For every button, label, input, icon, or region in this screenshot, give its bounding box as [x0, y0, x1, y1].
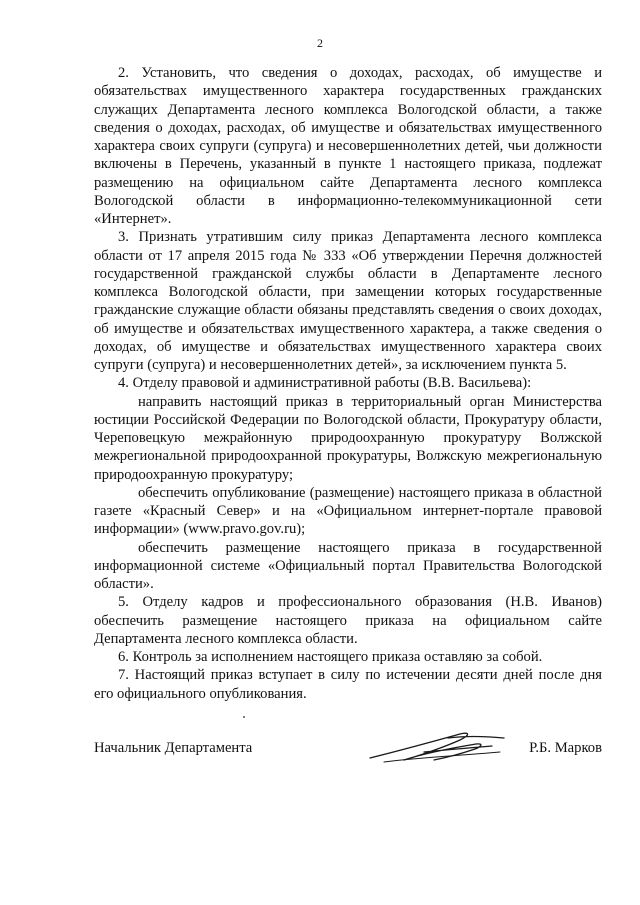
- signature-block: [94, 736, 602, 776]
- paragraph-item-4-send: направить настоящий приказ в территориальный орган Министерства юстиции Российской Федерации по Вологодской области, Прокуратуру области, Череповецкую межрайонную природоохранную прокуратуру Волжской межрегиональной природоохранной прокуратуры, Волжскую межрегиональную природоохранную прокуратуру;: [94, 393, 602, 483]
- paragraph-item-4-publish: обеспечить опубликование (размещение) настоящего приказа в областной газете «Красный Север» и на «Официальном интернет-портале правовой информации» (www.pravo.gov.ru);: [94, 484, 602, 538]
- paragraph-item-3: 3. Признать утратившим силу приказ Департамента лесного комплекса области от 17 апреля 2015 года № 333 «Об утверждении Перечня должностей государственной гражданской службы области в Департаменте лесного комплекса Вологодской области, при замещении которых государственные гражданские служащие области обязаны представлять сведения о своих доходах, об имуществе и обязательствах имущественного характера, а также сведения о доходах, об имуществе и обязательствах имущественного характера своих супруги (супруга) и несовершеннолетних детей», за исключением пункта 5.: [94, 229, 602, 373]
- paragraph-item-6: 6. Контроль за исполнением настоящего приказа оставляю за собой.: [118, 649, 543, 665]
- paragraph-item-7: 7. Настоящий приказ вступает в силу по истечении десяти дней после дня его официального опубликования.: [94, 667, 602, 702]
- paragraph-item-4: 4. Отделу правовой и административной работы (В.В. Васильева):: [118, 375, 532, 392]
- signatory-name: Р.Б. Марков: [529, 740, 602, 756]
- page-number: 2: [317, 36, 323, 50]
- signatory-position: Начальник Департамента: [94, 740, 253, 756]
- document-body: [94, 64, 602, 703]
- paragraph-item-4-place: обеспечить размещение настоящего приказа в государственной информационной системе «Официальный портал Правительства Вологодской области».: [94, 539, 602, 592]
- paragraph-item-2: 2. Установить, что сведения о доходах, расходах, об имуществе и обязательствах имущественного характера государственных гражданских служащих Департамента лесного комплекса Вологодской области, а также сведения о доходах, расходах, об имуществе и обязательствах имущественного характера своих супруги (супруга) и несовершеннолетних детей, чьи должности включены в Перечень, указанный в пункте 1 настоящего приказа, подлежат размещению на официальном сайте Департамента лесного комплекса Вологодской области в информационно-телекоммуникационной сети «Интернет».: [94, 65, 602, 227]
- handwritten-signature-icon: [364, 722, 514, 774]
- paragraph-item-5: 5. Отделу кадров и профессионального образования (Н.В. Иванов) обеспечить размещение настоящего приказа на официальном сайте Департамента лесного комплекса области.: [94, 594, 602, 647]
- stray-dot-mark: [243, 716, 245, 718]
